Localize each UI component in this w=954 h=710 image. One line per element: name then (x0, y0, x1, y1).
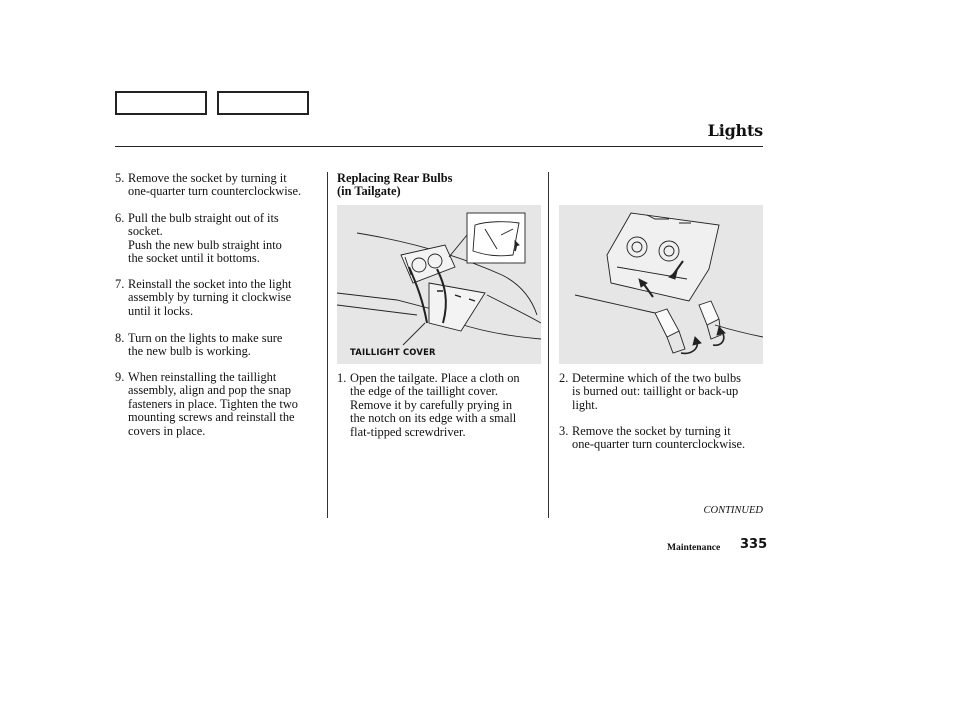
taillight-cover-illustration (337, 205, 541, 364)
column-divider-1 (327, 172, 328, 518)
step-number: 2. (559, 371, 569, 385)
footer-section-name: Maintenance (667, 542, 721, 553)
step-number: 9. (115, 370, 125, 384)
step-text: When reinstalling the taillight assembly, align and pop the snap fasteners in place. Tighten the two mounting screws and reinstall the covers in place. (128, 370, 298, 438)
step-number: 8. (115, 331, 125, 345)
step-number: 5. (115, 171, 125, 185)
step-text: Open the tailgate. Place a cloth on the edge of the taillight cover. Remove it by carefully prying in the notch on its edge with a small flat-tipped screwdriver. (350, 371, 520, 439)
step-text: Turn on the lights to make sure the new bulb is working. (128, 331, 283, 359)
step-text: Remove the socket by turning it one-quarter turn counterclockwise. (128, 171, 302, 199)
step-number: 6. (115, 211, 125, 225)
header-rule (115, 146, 763, 147)
figure-label: TAILLIGHT COVER (350, 347, 436, 357)
step-number: 7. (115, 277, 125, 291)
step-text: Remove the socket by turning it one-quarter turn counterclockwise. (572, 424, 746, 452)
column-divider-2 (548, 172, 549, 518)
continued-label: CONTINUED (703, 505, 763, 516)
header-tab-box-2 (217, 91, 309, 115)
step-number: 3. (559, 424, 569, 438)
page-number: 335 (740, 537, 768, 552)
taillight-cover-drawing (337, 205, 541, 364)
step-text: Reinstall the socket into the light assembly by turning it clockwise until it locks. (128, 277, 292, 318)
header-tab-box-1 (115, 91, 207, 115)
socket-removal-drawing (559, 205, 763, 364)
page-title: Lights (707, 121, 763, 140)
socket-removal-illustration (559, 205, 763, 364)
step-text: Determine which of the two bulbs is burned out: taillight or back-up light. (572, 371, 741, 412)
step-text: Pull the bulb straight out of its socket. Push the new bulb straight into the socket until it bottoms. (128, 211, 282, 266)
step-number: 1. (337, 371, 347, 385)
section-heading: Replacing Rear Bulbs (in Tailgate) (337, 171, 453, 199)
